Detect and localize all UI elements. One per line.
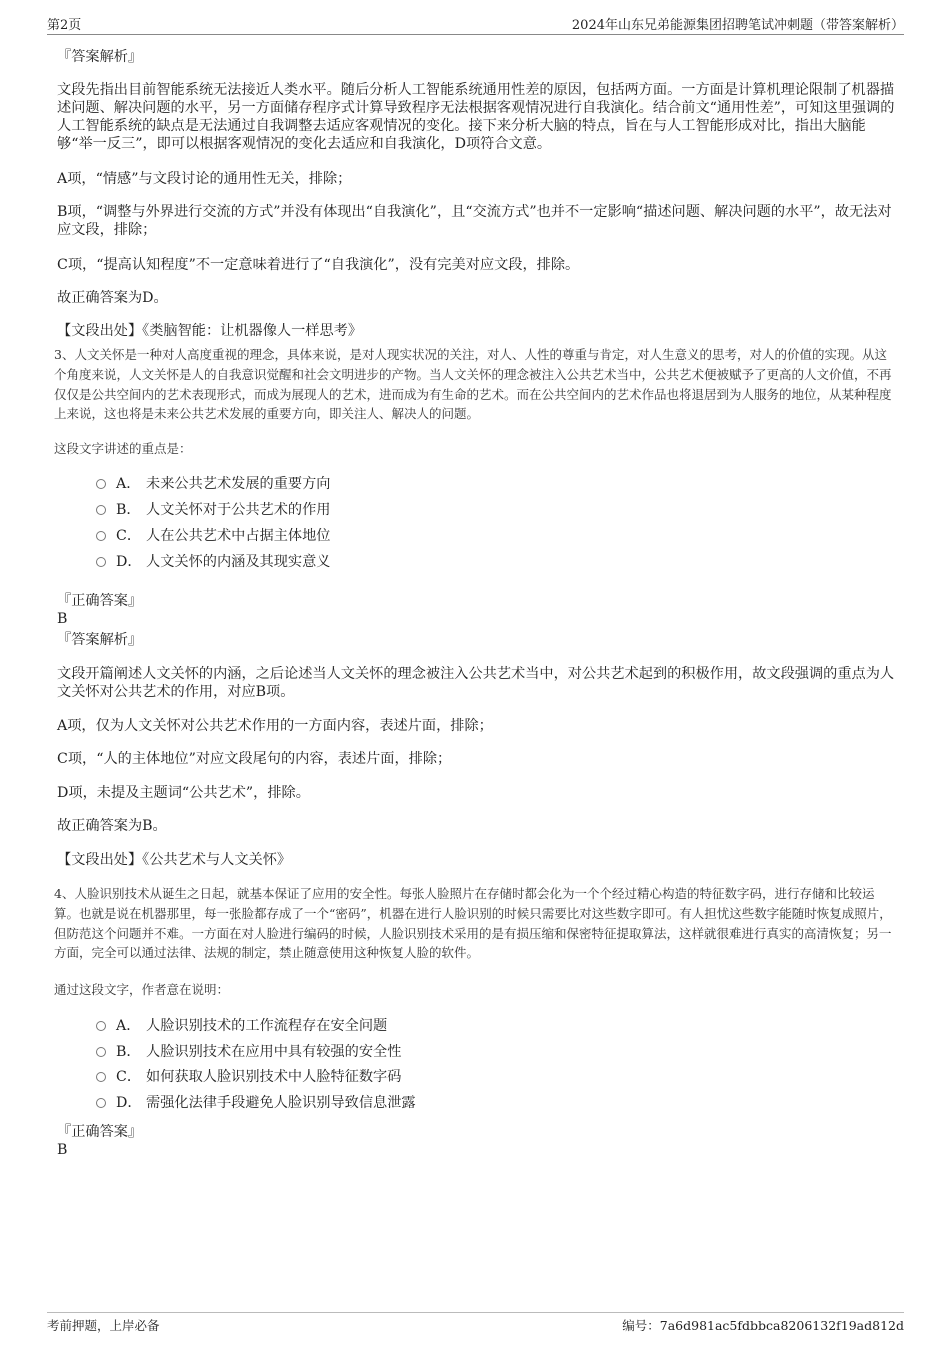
- q3-option-d[interactable]: D． 人文关怀的内涵及其现实意义: [96, 553, 330, 571]
- q3-prompt: 这段文字讲述的重点是：: [54, 441, 192, 456]
- q2-analysis-title: 『答案解析』: [57, 49, 143, 65]
- q3-answer: 故正确答案为B。: [57, 818, 167, 834]
- radio-icon[interactable]: [96, 505, 106, 515]
- q3-source: 【文段出处】《公共艺术与人文关怀》: [57, 852, 292, 868]
- q3-answer-title: 『正确答案』: [57, 593, 143, 609]
- q3-option-a[interactable]: A． 未来公共艺术发展的重要方向: [96, 475, 330, 493]
- document-id: 编号：7a6d981ac5fdbbca8206132f19ad812d: [622, 1318, 904, 1333]
- q3-analysis-title: 『答案解析』: [57, 632, 143, 648]
- radio-icon[interactable]: [96, 557, 106, 567]
- q4-stem: 4、人脸识别技术从诞生之日起，就基本保证了应用的安全性。每张人脸照片在存储时都会化为一个个经过精心构造的特征数字码，进行存储和比较运算。也就是说在机器那里，每一张脸都存成了一个“密码”，机器在进行人脸识别的时候只需要比对这些数字即可。有人担忧这些数字能随时恢复成照片，但防范这个问题并不难。一方面在对人脸进行编码的时候，人脸识别技术采用的是有损压缩和保密特征提取算法，这样就很难进行真实的高清恢复；另一方面，完全可以通过法律、法规的制定，禁止随意使用这种恢复人脸的软件。: [54, 886, 892, 961]
- radio-icon[interactable]: [96, 1047, 106, 1057]
- q3-option-d-note: D项，未提及主题词“公共艺术”，排除。: [57, 785, 310, 801]
- q3-option-a-note: A项，仅为人文关怀对公共艺术作用的一方面内容，表述片面，排除；: [57, 718, 493, 734]
- q3-stem: 3、人文关怀是一种对人高度重视的理念，具体来说，是对人现实状况的关注，对人、人性的尊重与肯定，对人生意义的思考，对人的价值的实现。从这个角度来说，人文关怀是人的自我意识觉醒和社会文明进步的产物。当人文关怀的理念被注入公共艺术当中，公共艺术便被赋予了更高的人文价值，不再仅仅是公共空间内的艺术表现形式，而成为展现人的艺术，进而成为有生命的艺术。而在公共空间内的艺术作品也将退居到为人服务的地位，从某种程度上来说，这也将是未来公共艺术发展的重要方向，即关注人、解决人的问题。: [54, 347, 892, 422]
- q2-source: 【文段出处】《类脑智能：让机器像人一样思考》: [57, 323, 363, 339]
- q4-answer-title: 『正确答案』: [57, 1124, 143, 1140]
- q4-option-b[interactable]: B． 人脸识别技术在应用中具有较强的安全性: [96, 1043, 401, 1061]
- page-number: 第2页: [47, 18, 82, 33]
- q2-option-a-note: A项，“情感”与文段讨论的通用性无关，排除；: [57, 171, 352, 187]
- page-header: [47, 14, 904, 35]
- q3-answer-letter: B: [57, 611, 68, 627]
- q2-option-c-note: C项，“提高认知程度”不一定意味着进行了“自我演化”，没有完美对应文段，排除。: [57, 257, 580, 273]
- q3-analysis-text: 文段开篇阐述人文关怀的内涵，之后论述当人文关怀的理念被注入公共艺术当中，对公共艺术起到的积极作用，故文段强调的重点为人文关怀对公共艺术的作用，对应B项。: [57, 666, 895, 700]
- q4-option-a[interactable]: A． 人脸识别技术的工作流程存在安全问题: [96, 1017, 387, 1035]
- q4-option-d[interactable]: D． 需强化法律手段避免人脸识别导致信息泄露: [96, 1094, 416, 1112]
- q2-option-b-note: B项，“调整与外界进行交流的方式”并没有体现出“自我演化”，且“交流方式”也并不一定影响“描述问题、解决问题的水平”，故无法对应文段，排除；: [57, 204, 892, 238]
- q4-option-c[interactable]: C． 如何获取人脸识别技术中人脸特征数字码: [96, 1068, 401, 1086]
- q2-analysis-text: 文段先指出目前智能系统无法接近人类水平。随后分析人工智能系统通用性差的原因，包括两方面。一方面是计算机理论限制了机器描述问题、解决问题的水平，另一方面储存程序式计算导致程序无法根据客观情况进行自我演化。结合前文“通用性差”，可知这里强调的人工智能系统的缺点是无法通过自我调整去适应客观情况的变化。接下来分析大脑的特点，旨在与人工智能形成对比，指出大脑能够“举一反三”，即可以根据客观情况的变化去适应和自我演化，D项符合文意。: [57, 82, 895, 152]
- footer-slogan: 考前押题，上岸必备: [47, 1318, 160, 1333]
- q2-answer: 故正确答案为D。: [57, 290, 168, 306]
- q3-option-c-note: C项，“人的主体地位”对应文段尾句的内容，表述片面，排除；: [57, 751, 452, 767]
- radio-icon[interactable]: [96, 531, 106, 541]
- radio-icon[interactable]: [96, 1072, 106, 1082]
- radio-icon[interactable]: [96, 479, 106, 489]
- radio-icon[interactable]: [96, 1098, 106, 1108]
- q4-answer-letter: B: [57, 1142, 68, 1158]
- q3-option-c[interactable]: C． 人在公共艺术中占据主体地位: [96, 527, 330, 545]
- page-footer: [47, 1312, 904, 1337]
- document-title: 2024年山东兄弟能源集团招聘笔试冲刺题（带答案解析）: [571, 18, 904, 33]
- q3-option-b[interactable]: B． 人文关怀对于公共艺术的作用: [96, 501, 330, 519]
- radio-icon[interactable]: [96, 1021, 106, 1031]
- q4-prompt: 通过这段文字，作者意在说明：: [54, 982, 230, 997]
